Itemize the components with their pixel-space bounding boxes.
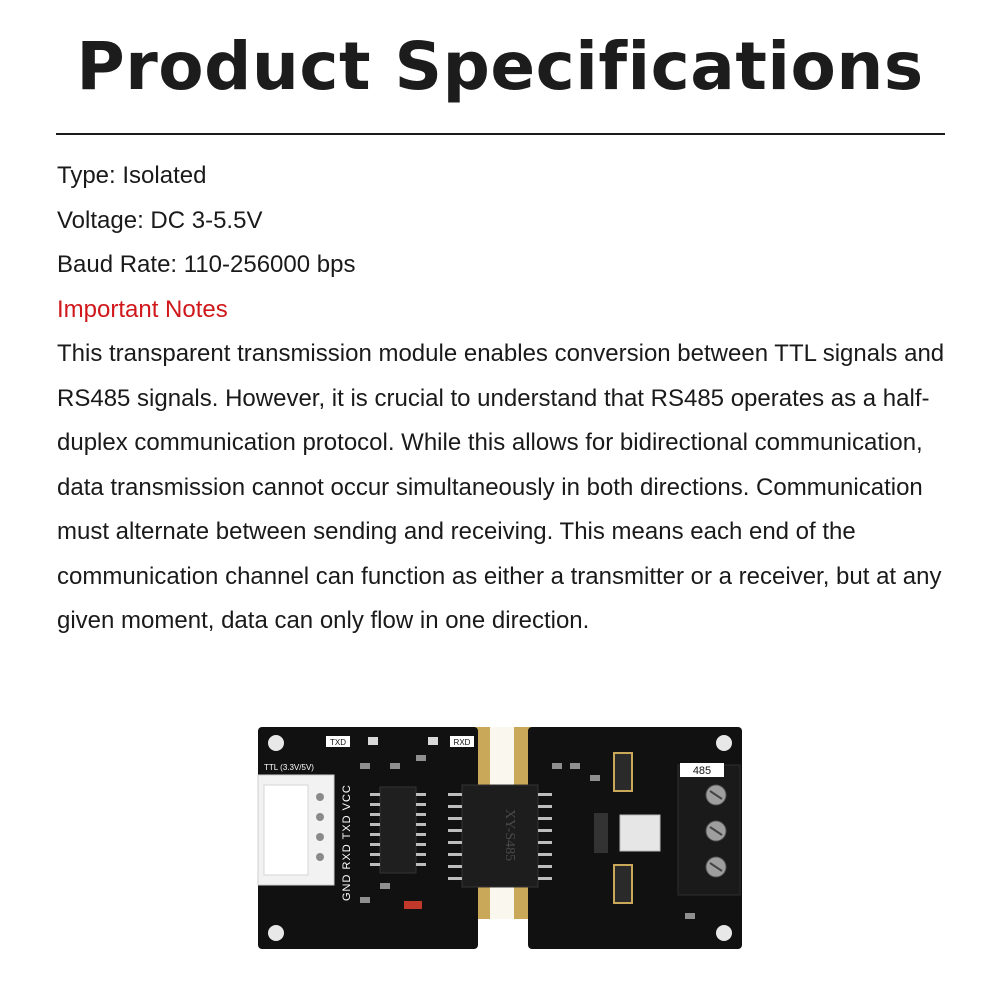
resistor-icon	[404, 901, 422, 909]
important-notes-body: This transparent transmission module enables conversion between TTL signals and RS485 signals. However, it is crucial to understand that RS485 operates as a half-duplex communication protocol. While this allows for bidirectional communication, data transmission cannot occur simultaneously in both directions. Communication must alternate between sending and receiving. This means each end of the communication channel can function as either a transmitter or a receiver, but at any given moment, data can only flow in one direction.	[57, 340, 945, 634]
fuse-icon	[614, 865, 632, 903]
spec-voltage: Voltage: DC 3-5.5V	[57, 206, 263, 234]
fuse-icon	[614, 753, 632, 791]
mount-hole-icon	[268, 925, 284, 941]
important-notes-heading: Important Notes	[57, 295, 228, 323]
led-icon	[428, 737, 438, 745]
port-label: 485	[692, 765, 712, 777]
left-ic-chip	[380, 787, 416, 873]
tvs-diode-icon	[620, 815, 660, 851]
rxd-label: RXD	[453, 738, 471, 747]
diode-icon	[594, 813, 608, 853]
ttl-label: TTL (3.3V/5V)	[264, 763, 314, 772]
led-icon	[368, 737, 378, 745]
spec-baud-rate: Baud Rate: 110-256000 bps	[57, 251, 356, 278]
chip-label: XY-S485	[502, 809, 517, 862]
mount-hole-icon	[716, 735, 732, 751]
mount-hole-icon	[268, 735, 284, 751]
pin-labels: GND RXD TXD VCC	[341, 784, 353, 901]
mount-hole-icon	[716, 925, 732, 941]
module-photo	[240, 715, 760, 955]
isolator-chip	[462, 785, 538, 887]
title-divider	[56, 133, 945, 135]
spec-type: Type: Isolated	[57, 162, 207, 189]
page-title: Product Specifications	[76, 28, 924, 105]
spec-list	[57, 154, 957, 644]
txd-label: TXD	[330, 738, 346, 747]
rs485-module-illustration	[240, 715, 760, 955]
